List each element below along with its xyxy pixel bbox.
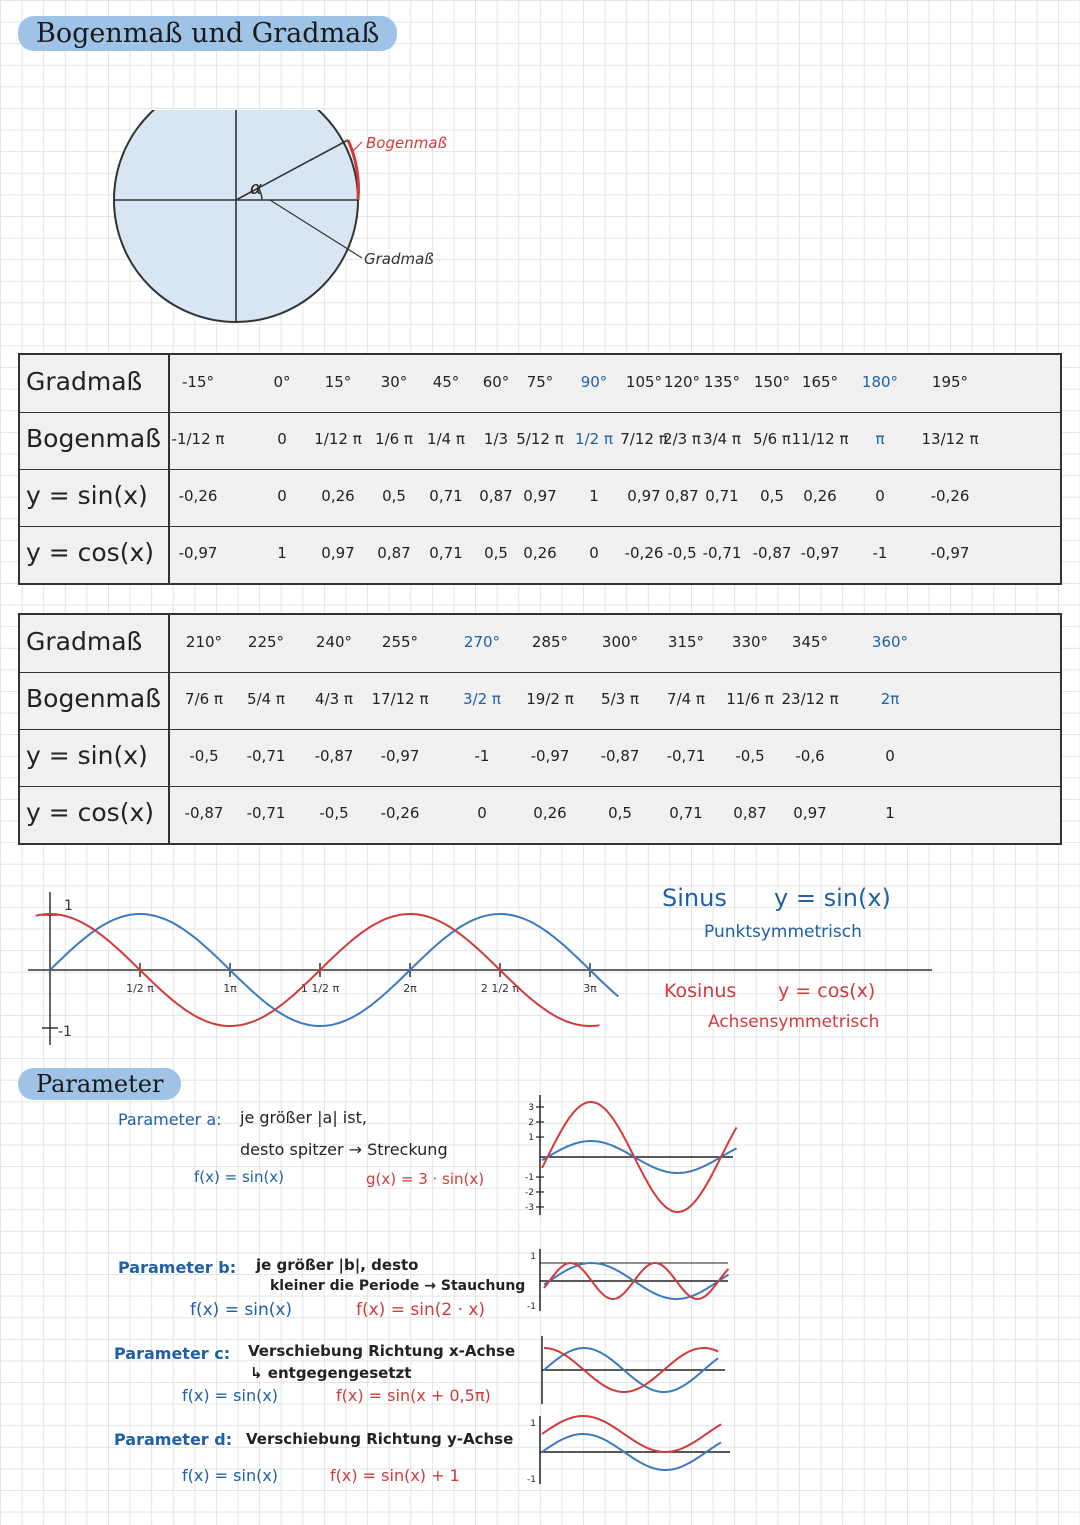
table2-cell: -0,71 <box>666 747 706 765</box>
param-b-y-tick-label: -1 <box>527 1302 536 1312</box>
param-c-line2: ↳ entgegengesetzt <box>250 1364 412 1382</box>
value-table-1 <box>18 353 1062 585</box>
label-bogenmass: Bogenmaß <box>366 134 447 152</box>
param-c-line1: Verschiebung Richtung x-Achse <box>248 1342 516 1360</box>
table1-cell: 0,5 <box>382 487 406 505</box>
graph-y-label-1: 1 <box>64 898 73 914</box>
table1-cell: 0° <box>273 373 291 391</box>
page-title: Bogenmaß und Gradmaß <box>18 16 397 51</box>
table2-label-divider <box>168 615 170 843</box>
param-a-line1: je größer |a| ist, <box>240 1108 367 1127</box>
table1-cell: 7/12 π <box>620 430 668 448</box>
table2-cell: 7/6 π <box>185 690 223 708</box>
param-d-line1: Verschiebung Richtung y-Achse <box>246 1430 514 1448</box>
param-d-y-tick-label: -1 <box>527 1475 536 1485</box>
table1-label-sin: y = sin(x) <box>26 481 148 510</box>
table2-cell: 0,87 <box>733 804 767 822</box>
param-b-y-tick-label: 1 <box>530 1252 536 1262</box>
table1-cell: 180° <box>861 373 899 391</box>
table2-cell: 19/2 π <box>526 690 574 708</box>
graph-x-tick-label: 2π <box>403 982 417 995</box>
pointer-line-bogenmass <box>352 142 362 152</box>
table2-cell: -1 <box>474 747 490 765</box>
table1-cell: 0,26 <box>321 487 355 505</box>
table1-cell: 0,26 <box>803 487 837 505</box>
table1-cell: 90° <box>580 373 608 391</box>
graph-y-label-neg1: -1 <box>58 1024 72 1040</box>
param-a-line2: desto spitzer → Streckung <box>240 1140 448 1159</box>
graph-x-tick-label: 1 1/2 π <box>300 982 340 995</box>
table1-cell: -0,97 <box>800 544 840 562</box>
table1-cell: -0,26 <box>178 487 218 505</box>
param-b-label: Parameter b: <box>118 1258 237 1277</box>
table2-cell: 0 <box>477 804 487 822</box>
table1-cell: 0,87 <box>665 487 699 505</box>
table1-label-cos: y = cos(x) <box>26 538 155 567</box>
table2-cell: 210° <box>185 633 223 651</box>
table2-cell: -0,71 <box>246 804 286 822</box>
graph-x-tick-label: 1/2 π <box>126 982 154 995</box>
table2-cell: 0,71 <box>669 804 703 822</box>
table1-cell: -1/12 π <box>171 430 225 448</box>
table1-cell: 3/4 π <box>703 430 741 448</box>
table2-cell: -0,6 <box>795 747 825 765</box>
param-d-red-curve <box>542 1416 721 1452</box>
param-a-y-tick-label: 3 <box>528 1103 534 1113</box>
param-d-g: f(x) = sin(x) + 1 <box>330 1466 460 1485</box>
table1-cell: 0 <box>277 487 287 505</box>
table2-cell: -0,5 <box>319 804 349 822</box>
table2-cell: 7/4 π <box>667 690 705 708</box>
param-a-y-tick-label: -2 <box>525 1188 534 1198</box>
graph-x-tick-label: 2 1/2 π <box>480 982 520 995</box>
table1-cell: 0,71 <box>705 487 739 505</box>
table1-cell: 1/3 <box>483 430 509 448</box>
table2-cell: -0,87 <box>600 747 640 765</box>
table2-cell: 300° <box>601 633 639 651</box>
table1-cell: 1/6 π <box>375 430 413 448</box>
table2-cell: 5/4 π <box>247 690 285 708</box>
table2-cell: -0,26 <box>380 804 420 822</box>
table2-cell: 240° <box>315 633 353 651</box>
parameter-heading: Parameter <box>18 1068 181 1100</box>
table1-cell: 0,97 <box>627 487 661 505</box>
legend-sin-property: Punktsymmetrisch <box>704 922 862 942</box>
legend-cos-name: Kosinus <box>664 980 737 1002</box>
table1-cell: 60° <box>482 373 510 391</box>
table2-cell: 0,97 <box>793 804 827 822</box>
table2-label-sin: y = sin(x) <box>26 741 148 770</box>
table2-cell: 1 <box>885 804 895 822</box>
table1-cell: 0,5 <box>760 487 784 505</box>
table1-cell: 11/12 π <box>791 430 849 448</box>
table1-cell: 2/3 π <box>663 430 701 448</box>
table2-cell: 330° <box>731 633 769 651</box>
table2-label-rad: Bogenmaß <box>26 684 161 713</box>
param-d-label: Parameter d: <box>114 1430 233 1449</box>
table1-cell: 0,71 <box>429 487 463 505</box>
table1-cell: -0,26 <box>930 487 970 505</box>
table2-cell: -0,71 <box>246 747 286 765</box>
table1-cell: 0,71 <box>429 544 463 562</box>
table2-cell: 345° <box>791 633 829 651</box>
param-a-y-tick-label: -1 <box>525 1173 534 1183</box>
table2-cell: 11/6 π <box>726 690 774 708</box>
table1-cell: -0,97 <box>178 544 218 562</box>
param-a-g: g(x) = 3 · sin(x) <box>366 1170 485 1188</box>
table2-cell: 360° <box>871 633 909 651</box>
unit-circle-diagram <box>100 110 520 340</box>
table1-cell: 150° <box>753 373 791 391</box>
param-d-f: f(x) = sin(x) <box>182 1466 279 1485</box>
table1-cell: -0,97 <box>930 544 970 562</box>
table2-cell: 225° <box>247 633 285 651</box>
table1-cell: 0 <box>277 430 287 448</box>
table1-cell: -15° <box>182 373 214 391</box>
table2-label-deg: Gradmaß <box>26 627 143 656</box>
table1-cell: 1 <box>277 544 287 562</box>
graph-x-tick-label: 1π <box>223 982 237 995</box>
table1-cell: π <box>875 430 885 448</box>
table2-cell: 270° <box>463 633 501 651</box>
table1-cell: -0,87 <box>752 544 792 562</box>
table1-cell: 5/6 π <box>753 430 791 448</box>
table1-cell: 195° <box>931 373 969 391</box>
table2-cell: 17/12 π <box>371 690 429 708</box>
table1-cell: 120° <box>663 373 701 391</box>
param-d-y-tick-label: 1 <box>530 1419 536 1429</box>
table2-cell: 0 <box>885 747 895 765</box>
table1-cell: 1/4 π <box>427 430 465 448</box>
legend-cos-formula: y = cos(x) <box>778 980 876 1002</box>
table2-cell: 3/2 π <box>463 690 501 708</box>
param-b-line2: kleiner die Periode → Stauchung <box>270 1278 526 1294</box>
table2-cell: 4/3 π <box>315 690 353 708</box>
param-a-f: f(x) = sin(x) <box>194 1168 285 1186</box>
table2-cell: -0,5 <box>735 747 765 765</box>
param-a-y-tick-label: 1 <box>528 1133 534 1143</box>
table1-cell: -1 <box>872 544 888 562</box>
table2-cell: -0,97 <box>380 747 420 765</box>
table1-label-divider <box>168 355 170 583</box>
table1-cell: -0,5 <box>667 544 697 562</box>
param-b-line1: je größer |b|, desto <box>256 1256 419 1274</box>
param-c-g: f(x) = sin(x + 0,5π) <box>336 1386 491 1405</box>
legend-cos-property: Achsensymmetrisch <box>708 1012 880 1032</box>
table2-cell: -0,5 <box>189 747 219 765</box>
angle-alpha-symbol: α <box>250 178 262 199</box>
param-a-label: Parameter a: <box>118 1110 222 1129</box>
table2-cell: -0,97 <box>530 747 570 765</box>
legend-sin-formula: y = sin(x) <box>774 884 891 912</box>
table1-cell: 13/12 π <box>921 430 979 448</box>
table1-cell: 0 <box>875 487 885 505</box>
table1-cell: -0,71 <box>702 544 742 562</box>
param-a-graph <box>518 1085 738 1220</box>
table1-label-rad: Bogenmaß <box>26 424 161 453</box>
table2-cell: 285° <box>531 633 569 651</box>
table1-cell: 0,97 <box>321 544 355 562</box>
table2-cell: -0,87 <box>314 747 354 765</box>
table1-cell: -0,26 <box>624 544 664 562</box>
table1-cell: 105° <box>625 373 663 391</box>
table1-cell: 1 <box>589 487 599 505</box>
legend-sin-name: Sinus <box>662 884 727 912</box>
table2-cell: 2π <box>880 690 900 708</box>
table2-cell: 0,26 <box>533 804 567 822</box>
param-a-y-tick-label: 2 <box>528 1118 534 1128</box>
graph-x-tick-label: 3π <box>583 982 597 995</box>
table1-cell: 1/2 π <box>575 430 613 448</box>
table1-cell: 165° <box>801 373 839 391</box>
table2-cell: 255° <box>381 633 419 651</box>
label-gradmass: Gradmaß <box>364 250 434 268</box>
param-b-g: f(x) = sin(2 · x) <box>356 1300 486 1320</box>
table2-cell: 315° <box>667 633 705 651</box>
table2-cell: 23/12 π <box>781 690 839 708</box>
param-b-f: f(x) = sin(x) <box>190 1300 293 1320</box>
table1-cell: 135° <box>703 373 741 391</box>
table1-cell: 0,87 <box>377 544 411 562</box>
table1-cell: 1/12 π <box>314 430 362 448</box>
param-c-f: f(x) = sin(x) <box>182 1386 279 1405</box>
table1-cell: 5/12 π <box>516 430 564 448</box>
table1-cell: 45° <box>432 373 460 391</box>
param-b-graph <box>518 1245 738 1315</box>
table2-cell: -0,87 <box>184 804 224 822</box>
table1-label-deg: Gradmaß <box>26 367 143 396</box>
param-c-graph <box>530 1332 730 1407</box>
table2-cell: 5/3 π <box>601 690 639 708</box>
table1-cell: 0,26 <box>523 544 557 562</box>
table1-cell: 0,87 <box>479 487 513 505</box>
table1-cell: 0,5 <box>484 544 508 562</box>
table2-cell: 0,5 <box>608 804 632 822</box>
param-c-label: Parameter c: <box>114 1344 231 1363</box>
param-a-y-tick-label: -3 <box>525 1203 534 1213</box>
value-table-2 <box>18 613 1062 845</box>
table1-cell: 30° <box>380 373 408 391</box>
table2-label-cos: y = cos(x) <box>26 798 155 827</box>
table1-cell: 0 <box>589 544 599 562</box>
table1-cell: 0,97 <box>523 487 557 505</box>
param-d-graph <box>518 1412 738 1487</box>
table1-cell: 15° <box>324 373 352 391</box>
table1-cell: 75° <box>526 373 554 391</box>
